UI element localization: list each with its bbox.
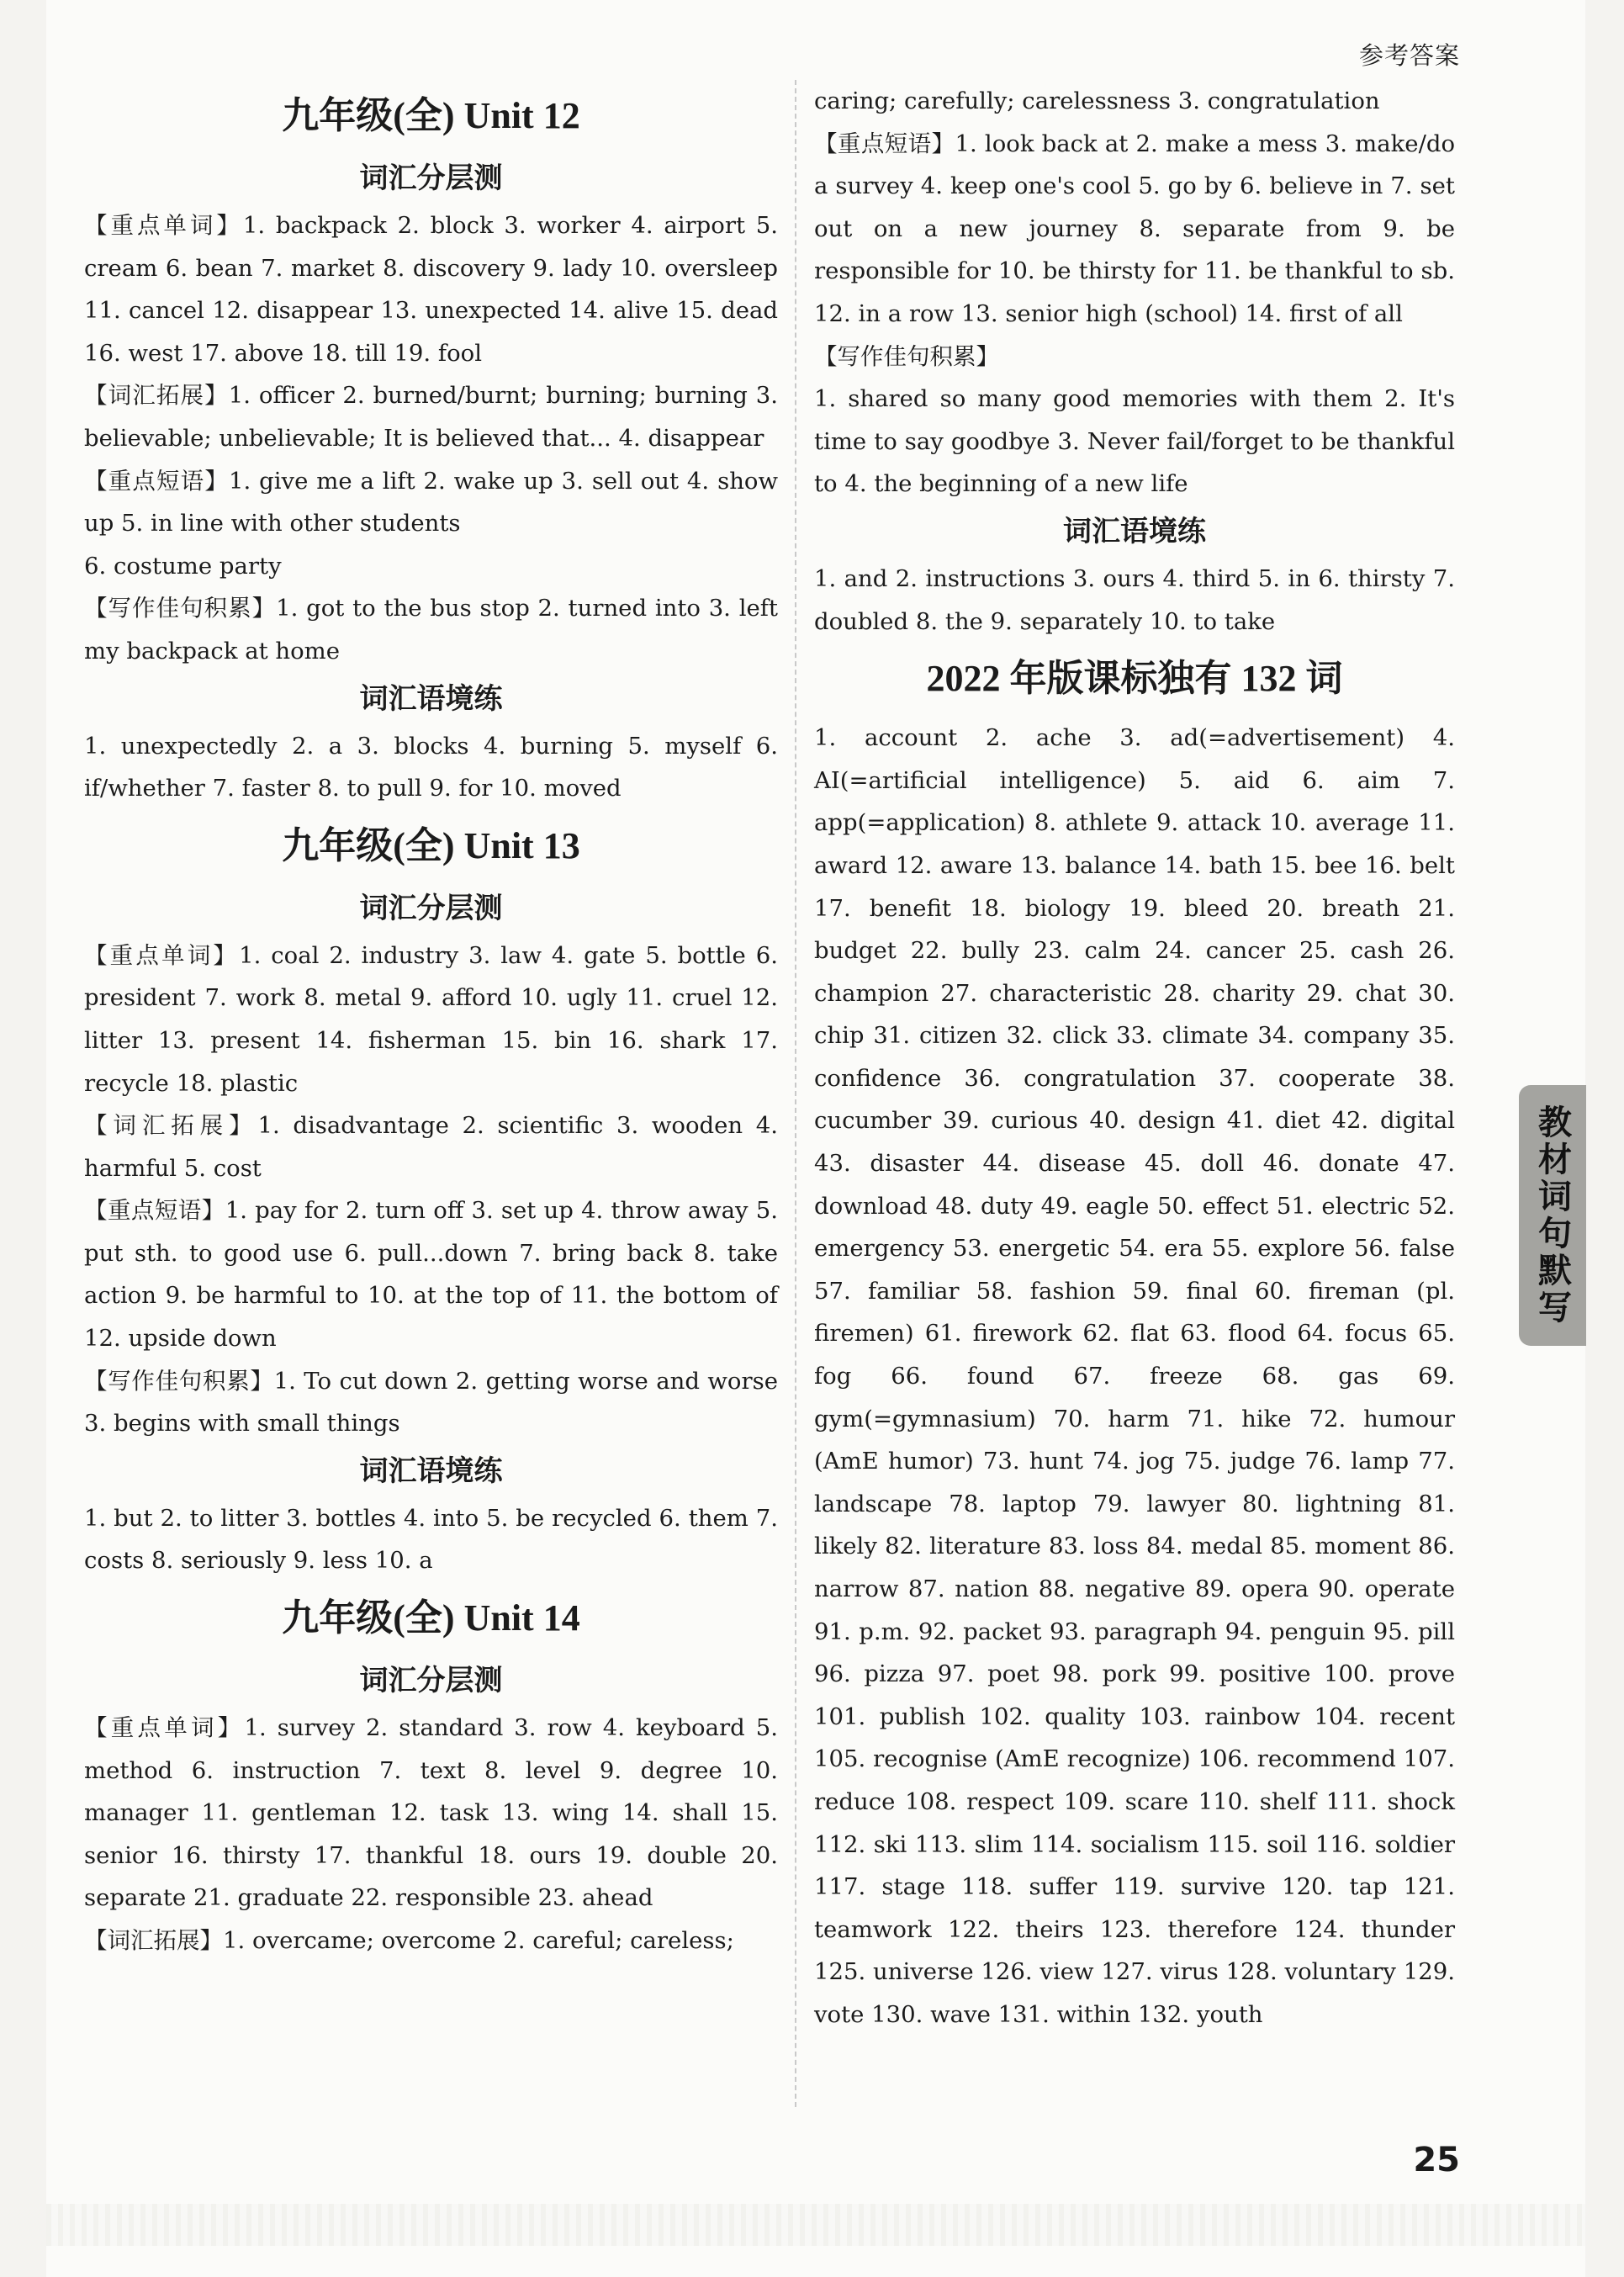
page-bottom-edge <box>46 2204 1585 2246</box>
answer-paragraph: 1. unexpectedly 2. a 3. blocks 4. burning 5. myself 6. if/whether 7. faster 8. to pull 9. for 10. moved <box>84 732 778 802</box>
answer-paragraph: 【词汇拓展】1. disadvantage 2. scientific 3. wooden 4. harmful 5. cost <box>84 1112 778 1182</box>
right-column <box>814 80 1455 2036</box>
section-title: 词汇语境练 <box>1063 514 1206 548</box>
header-section-label: 参考答案 <box>1358 41 1460 70</box>
answer-paragraph: 【写作佳句积累】1. To cut down 2. getting worse and worse 3. begins with small things <box>84 1367 778 1438</box>
answer-paragraph: 【重点短语】1. pay for 2. turn off 3. set up 4. throw away 5. put sth. to good use 6. pull...down 7. bring back 8. take action 9. be harmful to 10. at the top of 11. the bottom of 12. upside down <box>84 1197 778 1353</box>
section-title: 词汇语境练 <box>359 1454 503 1488</box>
page-number: 25 <box>1413 2141 1460 2179</box>
answer-paragraph: 【写作佳句积累】1. got to the bus stop 2. turned into 3. left my backpack at home <box>84 595 778 665</box>
section-title: 词汇分层测 <box>359 1664 503 1698</box>
answer-paragraph: 【重点单词】1. coal 2. industry 3. law 4. gate 5. bottle 6. president 7. work 8. metal 9. afford 10. ugly 11. cruel 12. litter 13. present 14. fisherman 15. bin 16. shark 17. recycle 18. plastic <box>84 941 778 1097</box>
answer-paragraph: 【重点短语】1. look back at 2. make a mess 3. make/do a survey 4. keep one's cool 5. go by 6. believe in 7. set out on a new journey 8. separate from 9. be responsible for 10. be thirsty for 11. be thankful to sb. 12. in a row 13. senior high (school) 14. first of all <box>814 130 1455 327</box>
answer-paragraph: 1. shared so many good memories with them 2. It's time to say goodbye 3. Never fail/forget to be thankful to 4. the beginning of a new life <box>814 385 1455 498</box>
answer-paragraph: 【词汇拓展】1. overcame; overcome 2. careful; careless; <box>84 1927 734 1954</box>
section-title: 词汇分层测 <box>359 162 503 195</box>
answer-paragraph: 6. costume party <box>84 552 282 580</box>
answer-paragraph: 1. but 2. to litter 3. bottles 4. into 5. be recycled 6. them 7. costs 8. seriously 9. less 10. a <box>84 1504 778 1575</box>
unit-title: 九年级(全) Unit 14 <box>282 1597 580 1639</box>
unit-title: 2022 年版课标独有 132 词 <box>926 658 1343 700</box>
answer-paragraph: 【词汇拓展】1. officer 2. burned/burnt; burning; burning 3. believable; unbelievable; It is believed that... 4. disappear <box>84 382 778 452</box>
answer-paragraph: caring; carefully; carelessness 3. congratulation <box>814 87 1380 114</box>
section-title: 词汇分层测 <box>359 891 503 925</box>
answer-paragraph: 【重点单词】1. backpack 2. block 3. worker 4. airport 5. cream 6. bean 7. market 8. discovery 9. lady 10. oversleep 11. cancel 12. disappear 13. unexpected 14. alive 15. dead 16. west 17. above 18. till 19. fool <box>84 212 778 367</box>
unit-title: 九年级(全) Unit 12 <box>282 95 580 136</box>
section-title: 词汇语境练 <box>359 681 503 716</box>
answer-paragraph: 1. account 2. ache 3. ad(=advertisement) 4. AI(=artificial intelligence) 5. aid 6. aim 7. app(=application) 8. athlete 9. attack 10. average 11. award 12. aware 13. balance 14. bath 15. bee 16. belt 17. benefit 18. biology 19. bleed 20. breath 21. budget 22. bully 23. calm 24. cancer 25. cash 26. champion 27. characteristic 28. charity 29. chat 30. chip 31. citizen 32. click 33. climate 34. company 35. confidence 36. congratulation 37. cooperate 38. cucumber 39. curious 40. design 41. diet 42. digital 43. disaster 44. disease 45. doll 46. donate 47. download 48. duty 49. eagle 50. effect 51. electric 52. emergency 53. energetic 54. era 55. explore 56. false 57. familiar 58. fashion 59. final 60. fireman (pl. firemen) 61. firework 62. flat 63. flood 64. focus 65. fog 66. found 67. freeze 68. gas 69. gym(=gymnasium) 70. harm 71. hike 72. humour (AmE humor) 73. hunt 74. jog 75. judge 76. lamp 77. landscape 78. laptop 79. lawyer 80. lightning 81. likely 82. literature 83. loss 84. medal 85. moment 86. narrow 87. nation 88. negative 89. opera 90. operate 91. p.m. 92. packet 93. paragraph 94. penguin 95. pill 96. pizza 97. poet 98. pork 99. positive 100. prove 101. publish 102. quality 103. rainbow 104. recent 105. recognise (AmE recognize) 106. recommend 107. reduce 108. respect 109. scare 110. shelf 111. shock 112. ski 113. slim 114. socialism 115. soil 116. soldier 117. stage 118. suffer 119. survive 120. tap 121. teamwork 122. theirs 123. therefore 124. thunder 125. universe 126. view 127. virus 128. voluntary 129. vote 130. wave 131. within 132. youth <box>814 724 1455 2028</box>
answer-paragraph: 【写作佳句积累】 <box>814 342 999 370</box>
left-column <box>84 80 778 1962</box>
column-divider <box>795 80 796 2107</box>
side-tab-label: 教材词句默写 <box>1519 1085 1586 1346</box>
answer-paragraph: 1. and 2. instructions 3. ours 4. third 5. in 6. thirsty 7. doubled 8. the 9. separately 10. to take <box>814 564 1455 635</box>
unit-title: 九年级(全) Unit 13 <box>282 824 580 866</box>
answer-paragraph: 【重点短语】1. give me a lift 2. wake up 3. sell out 4. show up 5. in line with other students <box>84 467 778 537</box>
answer-paragraph: 【重点单词】1. survey 2. standard 3. row 4. keyboard 5. method 6. instruction 7. text 8. level 9. degree 10. manager 11. gentleman 12. task 13. wing 14. shall 15. senior 16. thirsty 17. thankful 18. ours 19. double 20. separate 21. graduate 22. responsible 23. ahead <box>84 1714 778 1912</box>
